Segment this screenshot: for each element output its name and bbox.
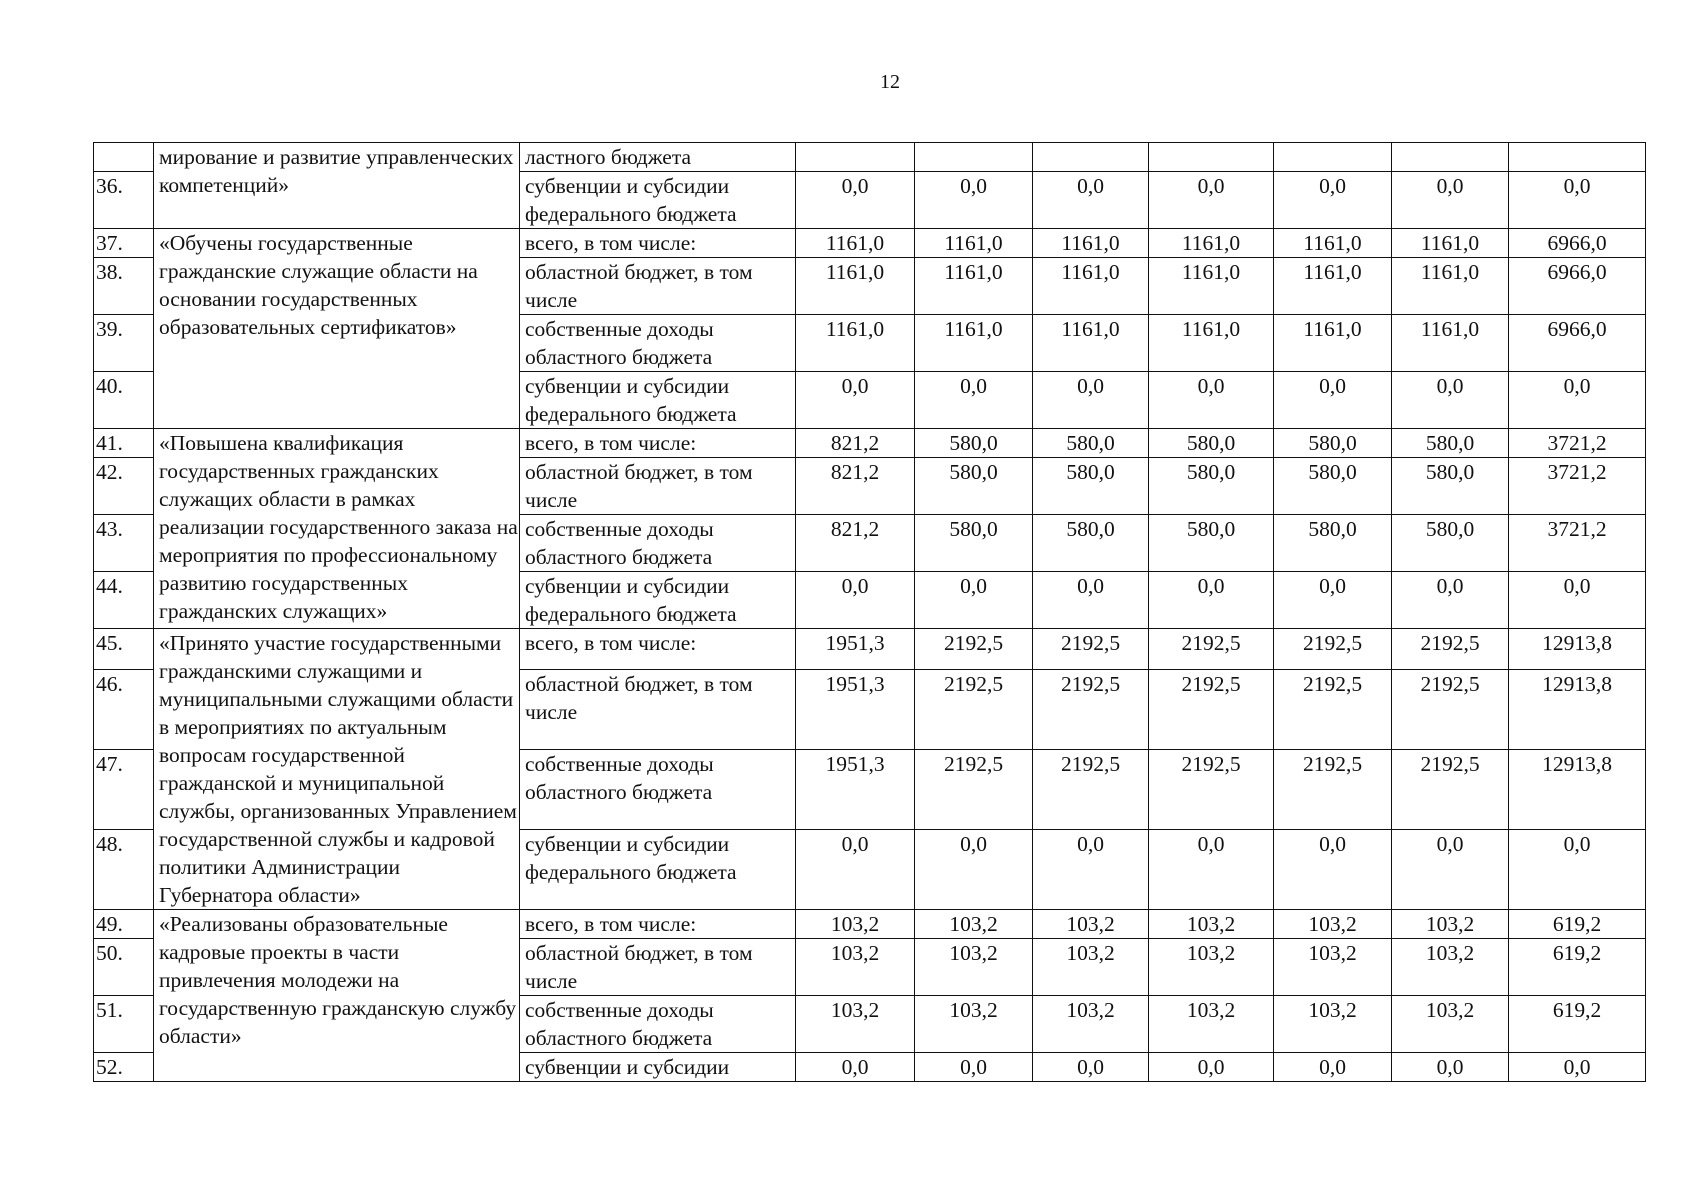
funding-source: субвенции и субсидии федерального бюджета [520, 172, 796, 229]
total-value: 0,0 [1509, 572, 1646, 629]
year-value: 103,2 [1149, 996, 1274, 1053]
year-value: 580,0 [1274, 429, 1392, 458]
funding-source: всего, в том числе: [520, 629, 796, 670]
year-value: 103,2 [1392, 939, 1509, 996]
year-value [796, 143, 915, 172]
year-value [1392, 143, 1509, 172]
year-value: 2192,5 [1033, 669, 1149, 749]
total-value: 3721,2 [1509, 429, 1646, 458]
year-value: 2192,5 [1149, 749, 1274, 829]
year-value: 1161,0 [1033, 315, 1149, 372]
total-value: 6966,0 [1509, 229, 1646, 258]
year-value: 1161,0 [1033, 258, 1149, 315]
year-value: 580,0 [1149, 515, 1274, 572]
year-value: 2192,5 [1392, 669, 1509, 749]
year-value: 0,0 [1033, 372, 1149, 429]
row-number [94, 143, 154, 172]
year-value: 580,0 [1149, 429, 1274, 458]
year-value: 2192,5 [1392, 629, 1509, 670]
year-value: 0,0 [796, 572, 915, 629]
year-value: 103,2 [915, 939, 1033, 996]
year-value: 103,2 [1274, 910, 1392, 939]
year-value: 0,0 [1392, 372, 1509, 429]
event-name: «Повышена квалификация государственных гражданских служащих области в рамках реализации государственного заказа на мероприятия по профессиональному развитию государственных гражданских служащих» [154, 429, 520, 629]
year-value: 103,2 [1392, 996, 1509, 1053]
year-value: 2192,5 [1033, 749, 1149, 829]
year-value: 103,2 [1033, 939, 1149, 996]
year-value: 0,0 [1033, 1053, 1149, 1082]
table-row [94, 143, 1646, 172]
year-value: 0,0 [1149, 372, 1274, 429]
event-name: «Обучены государственные гражданские служащие области на основании государственных образовательных сертификатов» [154, 229, 520, 429]
year-value: 2192,5 [1033, 629, 1149, 670]
total-value: 12913,8 [1509, 629, 1646, 670]
table-row [94, 629, 1646, 670]
year-value: 0,0 [1033, 829, 1149, 909]
year-value: 821,2 [796, 515, 915, 572]
year-value: 0,0 [796, 1053, 915, 1082]
year-value: 103,2 [915, 910, 1033, 939]
year-value: 2192,5 [1274, 749, 1392, 829]
year-value: 1161,0 [1149, 229, 1274, 258]
row-number: 38. [94, 258, 154, 315]
funding-source: собственные доходы областного бюджета [520, 315, 796, 372]
year-value: 0,0 [1274, 572, 1392, 629]
funding-source: субвенции и субсидии федерального бюджета [520, 572, 796, 629]
year-value: 580,0 [915, 515, 1033, 572]
year-value: 0,0 [915, 1053, 1033, 1082]
total-value: 0,0 [1509, 1053, 1646, 1082]
year-value: 2192,5 [1149, 669, 1274, 749]
year-value: 0,0 [1149, 1053, 1274, 1082]
page-number: 12 [880, 71, 900, 93]
year-value: 0,0 [1274, 1053, 1392, 1082]
year-value: 0,0 [1149, 829, 1274, 909]
row-number: 49. [94, 910, 154, 939]
year-value: 1161,0 [1392, 229, 1509, 258]
event-name: мирование и развитие управленческих компетенций» [154, 143, 520, 229]
event-name: «Реализованы образовательные кадровые проекты в части привлечения молодежи на государственную гражданскую службу области» [154, 910, 520, 1082]
row-number: 45. [94, 629, 154, 670]
year-value: 103,2 [1392, 910, 1509, 939]
row-number: 51. [94, 996, 154, 1053]
year-value: 1161,0 [1033, 229, 1149, 258]
year-value [915, 143, 1033, 172]
year-value: 103,2 [796, 939, 915, 996]
year-value: 103,2 [1149, 910, 1274, 939]
total-value: 3721,2 [1509, 515, 1646, 572]
table-body [94, 143, 1646, 1082]
year-value: 103,2 [796, 996, 915, 1053]
table-row [94, 229, 1646, 258]
year-value: 0,0 [915, 829, 1033, 909]
total-value: 0,0 [1509, 172, 1646, 229]
year-value: 580,0 [1392, 458, 1509, 515]
table-row [94, 429, 1646, 458]
total-value: 6966,0 [1509, 315, 1646, 372]
year-value: 1161,0 [1392, 315, 1509, 372]
year-value: 103,2 [796, 910, 915, 939]
year-value: 1161,0 [796, 315, 915, 372]
year-value: 103,2 [1274, 996, 1392, 1053]
year-value: 580,0 [915, 429, 1033, 458]
year-value: 2192,5 [915, 629, 1033, 670]
row-number: 48. [94, 829, 154, 909]
table-row [94, 910, 1646, 939]
year-value: 0,0 [1392, 572, 1509, 629]
year-value: 0,0 [1392, 829, 1509, 909]
row-number: 43. [94, 515, 154, 572]
row-number: 40. [94, 372, 154, 429]
funding-source: всего, в том числе: [520, 910, 796, 939]
funding-source: субвенции и субсидии федерального бюджета [520, 829, 796, 909]
year-value: 2192,5 [915, 669, 1033, 749]
year-value: 580,0 [1392, 429, 1509, 458]
total-value: 12913,8 [1509, 669, 1646, 749]
total-value: 619,2 [1509, 910, 1646, 939]
year-value: 2192,5 [1274, 669, 1392, 749]
year-value: 103,2 [1033, 910, 1149, 939]
total-value: 619,2 [1509, 996, 1646, 1053]
funding-source: областной бюджет, в том числе [520, 258, 796, 315]
year-value: 580,0 [1149, 458, 1274, 515]
event-name: «Принято участие государственными гражданскими служащими и муниципальными служащими области в мероприятиях по актуальным вопросам государственной гражданской и муниципальной службы, организованных Управлением государственной службы и кадровой политики Администрации Губернатора области» [154, 629, 520, 910]
year-value: 0,0 [1274, 829, 1392, 909]
row-number: 50. [94, 939, 154, 996]
year-value: 0,0 [1392, 1053, 1509, 1082]
year-value: 1161,0 [915, 315, 1033, 372]
year-value: 0,0 [1033, 172, 1149, 229]
row-number: 47. [94, 749, 154, 829]
year-value: 0,0 [796, 172, 915, 229]
year-value: 1951,3 [796, 669, 915, 749]
year-value: 580,0 [1033, 429, 1149, 458]
year-value: 2192,5 [1149, 629, 1274, 670]
row-number: 52. [94, 1053, 154, 1082]
year-value: 0,0 [915, 572, 1033, 629]
year-value: 1161,0 [1149, 315, 1274, 372]
year-value: 580,0 [1274, 458, 1392, 515]
year-value: 0,0 [1392, 172, 1509, 229]
row-number: 41. [94, 429, 154, 458]
year-value: 0,0 [796, 372, 915, 429]
year-value: 0,0 [915, 372, 1033, 429]
year-value: 0,0 [796, 829, 915, 909]
year-value: 0,0 [1149, 172, 1274, 229]
funding-source: всего, в том числе: [520, 229, 796, 258]
year-value: 580,0 [915, 458, 1033, 515]
year-value: 103,2 [915, 996, 1033, 1053]
year-value: 580,0 [1033, 458, 1149, 515]
year-value: 1951,3 [796, 749, 915, 829]
funding-source: областной бюджет, в том числе [520, 939, 796, 996]
year-value: 580,0 [1274, 515, 1392, 572]
funding-source: всего, в том числе: [520, 429, 796, 458]
year-value: 1161,0 [915, 258, 1033, 315]
year-value [1274, 143, 1392, 172]
row-number: 36. [94, 172, 154, 229]
year-value: 0,0 [1033, 572, 1149, 629]
row-number: 39. [94, 315, 154, 372]
year-value: 103,2 [1149, 939, 1274, 996]
funding-source: ластного бюджета [520, 143, 796, 172]
year-value: 2192,5 [1274, 629, 1392, 670]
total-value: 3721,2 [1509, 458, 1646, 515]
year-value: 1161,0 [796, 258, 915, 315]
total-value: 6966,0 [1509, 258, 1646, 315]
year-value: 580,0 [1392, 515, 1509, 572]
year-value [1149, 143, 1274, 172]
total-value: 0,0 [1509, 372, 1646, 429]
year-value: 0,0 [915, 172, 1033, 229]
row-number: 44. [94, 572, 154, 629]
total-value: 12913,8 [1509, 749, 1646, 829]
funding-source: субвенции и субсидии [520, 1053, 796, 1082]
funding-source: субвенции и субсидии федерального бюджета [520, 372, 796, 429]
funding-source: областной бюджет, в том числе [520, 458, 796, 515]
year-value: 2192,5 [915, 749, 1033, 829]
year-value: 103,2 [1274, 939, 1392, 996]
total-value: 619,2 [1509, 939, 1646, 996]
year-value: 0,0 [1149, 572, 1274, 629]
funding-source: собственные доходы областного бюджета [520, 749, 796, 829]
year-value: 1161,0 [1149, 258, 1274, 315]
year-value: 1161,0 [796, 229, 915, 258]
total-value [1509, 143, 1646, 172]
row-number: 46. [94, 669, 154, 749]
budget-table [93, 142, 1646, 1082]
year-value: 821,2 [796, 429, 915, 458]
row-number: 37. [94, 229, 154, 258]
year-value: 821,2 [796, 458, 915, 515]
year-value [1033, 143, 1149, 172]
year-value: 1161,0 [1274, 229, 1392, 258]
row-number: 42. [94, 458, 154, 515]
year-value: 2192,5 [1392, 749, 1509, 829]
year-value: 1161,0 [1274, 315, 1392, 372]
funding-source: собственные доходы областного бюджета [520, 515, 796, 572]
funding-source: собственные доходы областного бюджета [520, 996, 796, 1053]
year-value: 0,0 [1274, 372, 1392, 429]
year-value: 1161,0 [1274, 258, 1392, 315]
year-value: 580,0 [1033, 515, 1149, 572]
year-value: 0,0 [1274, 172, 1392, 229]
total-value: 0,0 [1509, 829, 1646, 909]
year-value: 1161,0 [915, 229, 1033, 258]
year-value: 1161,0 [1392, 258, 1509, 315]
year-value: 103,2 [1033, 996, 1149, 1053]
year-value: 1951,3 [796, 629, 915, 670]
funding-source: областной бюджет, в том числе [520, 669, 796, 749]
